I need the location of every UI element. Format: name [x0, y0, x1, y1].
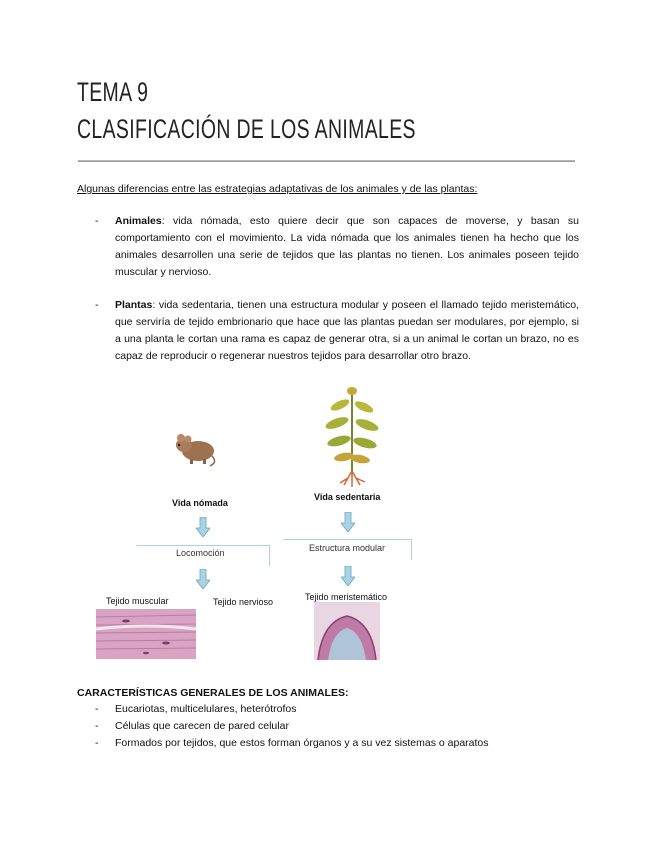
list-item: Eucariotas, multicelulares, heterótrofos — [115, 703, 297, 715]
label-tejido-meristematico: Tejido meristemático — [305, 592, 388, 602]
label-tejido-nervioso: Tejido nervioso — [213, 597, 274, 607]
label-vida-sedentaria: Vida sedentaria — [314, 492, 381, 502]
down-arrow-icon — [196, 569, 210, 589]
locomocion-box — [136, 545, 270, 566]
paragraph-plantas — [115, 297, 579, 365]
bullet-dash: - — [95, 703, 99, 715]
text-plantas: : vida sedentaria, tienen una estructura modular y poseen el llamado tejido meristemático, que serviría de tejido embrionario que hace que las plantas puedan ser modulares, por ejemplo, si a una planta le cortan una rama es capaz de generar otra, si a un animal le cortan un brazo, no es capaz de reproducir o regenerar nuestros tejidos para desarrollar otro brazo. — [115, 299, 579, 362]
page-title-line-2: CLASIFICACIÓN DE LOS ANIMALES — [77, 114, 416, 144]
meristem-tissue-image — [314, 602, 380, 660]
paragraph-animales — [115, 213, 579, 281]
plant-illustration — [322, 383, 382, 488]
bullet-dash: - — [95, 299, 99, 311]
down-arrow-icon — [196, 517, 210, 537]
term-animales: Animales — [115, 215, 162, 227]
down-arrow-icon — [341, 512, 355, 532]
section-subheading: Algunas diferencias entre las estrategias adaptativas de los animales y de las plantas: — [77, 183, 478, 195]
bullet-dash: - — [95, 215, 99, 227]
muscle-tissue-image — [96, 609, 196, 659]
down-arrow-icon — [341, 566, 355, 586]
label-tejido-muscular: Tejido muscular — [106, 596, 169, 606]
text-animales: : vida nómada, esto quiere decir que son capaces de moverse, y basan su comportamiento con el movimiento. La vida nómada que los animales tienen ha hecho que los animales desarrollen una serie de tejidos que las plantas no tienen. Los animales poseen tejido muscular y nervioso. — [115, 215, 579, 278]
estructura-modular-box — [283, 539, 412, 560]
title-divider — [78, 160, 575, 162]
bullet-dash: - — [95, 720, 99, 732]
label-estructura-modular: Estructura modular — [309, 543, 386, 553]
mouse-illustration — [170, 428, 220, 468]
list-item: Células que carecen de pared celular — [115, 720, 289, 732]
page-title-line-1: TEMA 9 — [77, 77, 149, 107]
label-vida-nomada: Vida nómada — [172, 498, 228, 508]
list-item: Formados por tejidos, que estos forman órganos y a su vez sistemas o aparatos — [115, 737, 489, 749]
term-plantas: Plantas — [115, 299, 153, 311]
bullet-dash: - — [95, 737, 99, 749]
label-locomocion: Locomoción — [176, 548, 225, 558]
characteristics-heading: CARACTERÍSTICAS GENERALES DE LOS ANIMALES: — [77, 687, 349, 699]
